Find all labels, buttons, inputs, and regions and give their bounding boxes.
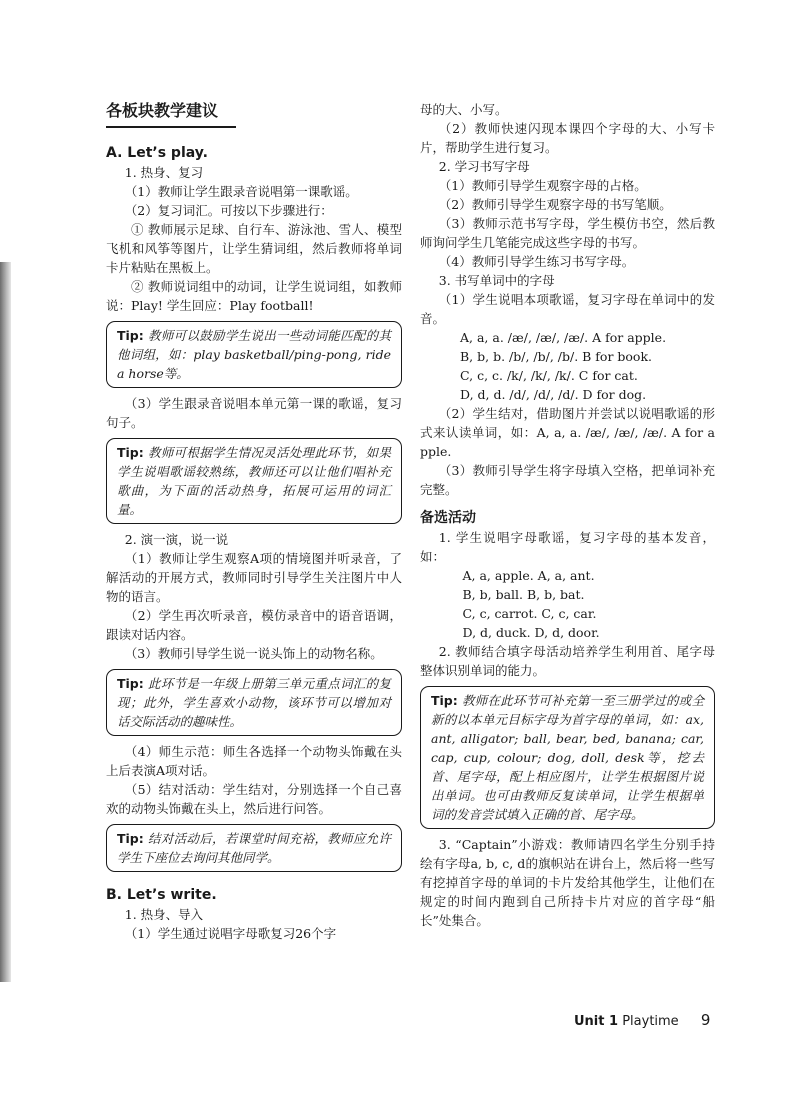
alphabet-chant-line: C, c, carrot. C, c, car. (462, 606, 597, 621)
tip-text: 结对活动后，若课堂时间充裕，教师应允许学生下座位去询问其他同学。 (117, 831, 391, 865)
step-1-2: （2）复习词汇。可按以下步骤进行： (124, 203, 333, 218)
step-ww-2: （2）学生结对，借助图片并尝试以说唱歌谣的形式来认读单词，如：A, a, a. /æ/, /æ/, /æ/. A for apple. (420, 406, 715, 459)
tip-box-3 (106, 669, 402, 736)
step-2-3: （3）教师引导学生说一说头饰上的动物名称。 (124, 646, 383, 661)
heading-lets-write: B. Let’s write. (106, 887, 217, 903)
heading-optional-activities: 备选活动 (420, 510, 476, 526)
section-title: 各板块教学建议 (106, 101, 219, 120)
tip-label: Tip: (117, 831, 144, 846)
step-b-2: （2）教师快速闪现本课四个字母的大、小写卡片，帮助学生进行复习。 (420, 121, 715, 155)
tip-text: 教师在此环节可补充第一至三册学过的或全新的以本单元目标字母为首字母的单词，如：ax, ant, alligator; ball, bear, bed, banana; car, cap, cup, colour; dog, doll, desk等，挖去首、尾字母，配上相应图片，让学生根据图片说出单词。也可由教师反复读单词，让学生根据单词的发音尝试填入正确的首、尾字母。 (431, 693, 704, 822)
step-1-2-a: ① 教师展示足球、自行车、游泳池、雪人、模型飞机和风筝等图片，让学生猜词组，然后教师将单词卡片粘贴在黑板上。 (106, 222, 402, 275)
chant-line: B, b, b. /b/, /b/, /b/. B for book. (460, 349, 653, 364)
left-column (106, 100, 402, 943)
page-footer (574, 1011, 710, 1029)
footer-unit: Unit 1 (574, 1014, 619, 1029)
step-2-2: （2）学生再次听录音，模仿录音中的语音语调，跟读对话内容。 (106, 608, 402, 642)
step-2-5: （5）结对活动：学生结对，分别选择一个自己喜欢的动物头饰戴在头上，然后进行问答。 (106, 782, 402, 816)
chant-line: C, c, c. /k/, /k/, /k/. C for cat. (460, 368, 638, 383)
step-lw-1: （1）教师引导学生观察字母的占格。 (438, 178, 647, 193)
tip-box-5 (420, 686, 715, 829)
heading-lets-play: A. Let’s play. (106, 145, 208, 161)
step-write-word-letters: 3. 书写单词中的字母 (438, 273, 555, 288)
alt-activity-3: 3. “Captain”小游戏：教师请四名学生分别手持绘有字母a, b, c, d的旗帜站在讲台上，然后将一些写有挖掉首字母的单词的卡片发给其他学生，让他们在规定的时间内跑到自己所持卡片对应的首字母“船长”处集合。 (420, 837, 715, 928)
tip-label: Tip: (117, 328, 144, 343)
chant-line: A, a, a. /æ/, /æ/, /æ/. A for apple. (460, 330, 667, 345)
tip-label: Tip: (117, 445, 144, 460)
step-b-warmup: 1. 热身、导入 (124, 907, 204, 922)
step-lw-2: （2）教师引导学生观察字母的书写笔顺。 (438, 197, 672, 212)
page-edge-shadow (0, 262, 11, 982)
right-column (420, 100, 715, 930)
tip-text: 教师可根据学生情况灵活处理此环节，如果学生说唱歌谣较熟练，教师还可以让他们唱补充歌曲，为下面的活动热身，拓展可运用的词汇量。 (117, 445, 391, 517)
step-1-2-b: ② 教师说词组中的动词，让学生说词组，如教师说：Play! 学生回应：Play football! (106, 279, 402, 313)
step-2-1: （1）教师让学生观察A项的情境图并听录音，了解活动的开展方式，教师同时引导学生关注图片中人物的语言。 (106, 551, 402, 604)
tip-box-1 (106, 321, 402, 388)
tip-text: 此环节是一年级上册第三单元重点词汇的复现；此外，学生喜欢小动物，该环节可以增加对话交际活动的趣味性。 (117, 676, 391, 729)
footer-title: Playtime (622, 1014, 679, 1029)
tip-text: 教师可以鼓励学生说出一些动词能匹配的其他词组，如：play basketball/ping-pong, ride a horse等。 (117, 328, 391, 381)
step-lw-4: （4）教师引导学生练习书写字母。 (438, 254, 635, 269)
step-1-3: （3）学生跟录音说唱本单元第一课的歌谣，复习句子。 (106, 396, 402, 430)
chant-line: D, d, d. /d/, /d/, /d/. D for dog. (460, 387, 647, 402)
step-warmup: 1. 热身、复习 (124, 165, 204, 180)
alt-activity-2: 2. 教师结合填字母活动培养学生利用首、尾字母整体识别单词的能力。 (420, 644, 715, 678)
step-lw-3: （3）教师示范书写字母，学生模仿书空，然后教师询问学生几笔能完成这些字母的书写。 (420, 216, 715, 250)
alt-activity-1: 1. 学生说唱字母歌谣，复习字母的基本发音，如： (420, 530, 715, 564)
section-title-rule (106, 126, 236, 128)
tip-box-4 (106, 824, 402, 872)
step-b-1: （1）学生通过说唱字母歌复习26个字 (124, 926, 337, 941)
step-1-1: （1）教师让学生跟录音说唱第一课歌谣。 (124, 184, 358, 199)
continued-text: 母的大、小写。 (420, 102, 508, 117)
page-number: 9 (700, 1011, 711, 1029)
alphabet-chant-line: D, d, duck. D, d, door. (462, 625, 600, 640)
alphabet-chant-line: B, b, ball. B, b, bat. (462, 587, 585, 602)
step-ww-1: （1）学生说唱本项歌谣，复习字母在单词中的发音。 (420, 292, 715, 326)
step-ww-3: （3）教师引导学生将字母填入空格，把单词补充完整。 (420, 463, 715, 497)
step-learn-write: 2. 学习书写字母 (438, 159, 530, 174)
tip-label: Tip: (431, 693, 458, 708)
alphabet-chant-line: A, a, apple. A, a, ant. (462, 568, 595, 583)
step-act-say: 2. 演一演，说一说 (124, 532, 229, 547)
tip-label: Tip: (117, 676, 144, 691)
tip-box-2 (106, 438, 402, 524)
step-2-4: （4）师生示范：师生各选择一个动物头饰戴在头上后表演A项对话。 (106, 744, 402, 778)
